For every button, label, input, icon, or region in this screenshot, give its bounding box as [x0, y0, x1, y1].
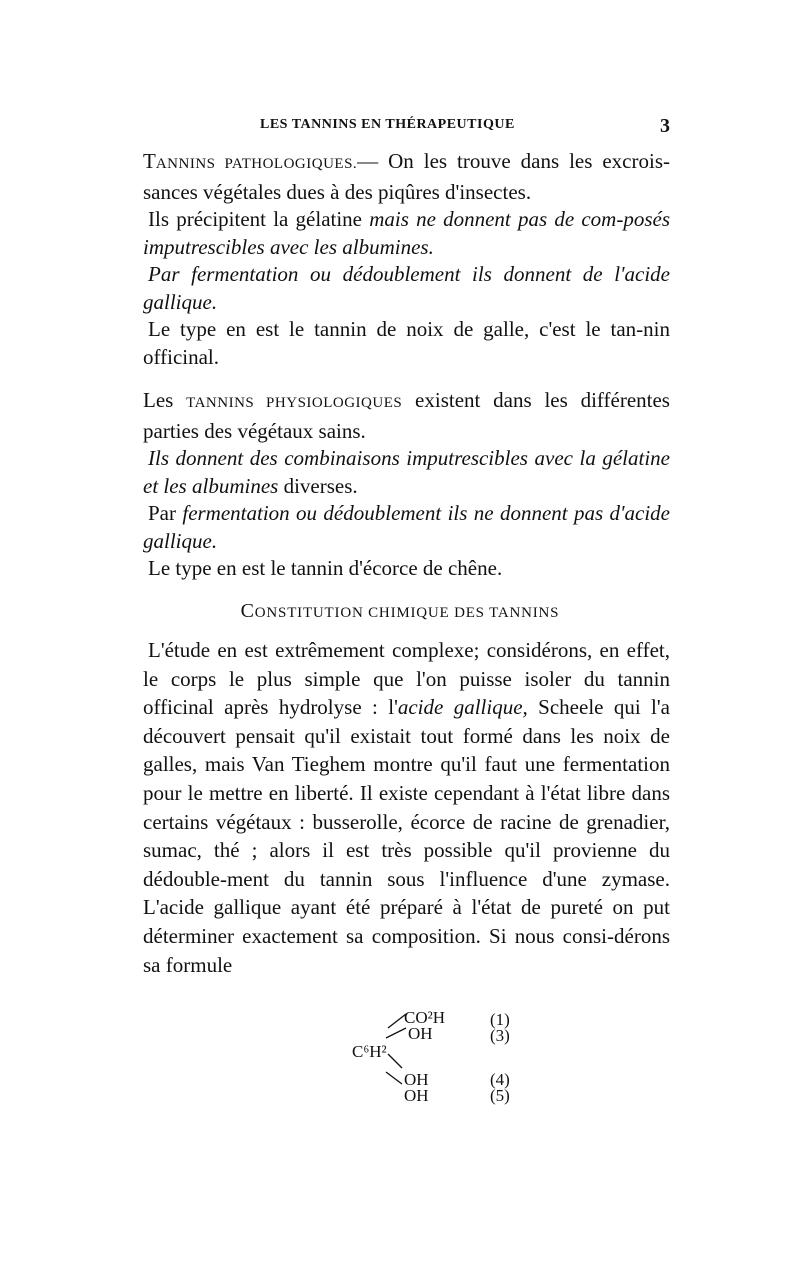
formula-group-4: OH — [404, 1086, 429, 1105]
pathologiques-paragraph-1: TANNINS PATHOLOGIQUES.— On les trouve dans les excrois- sances végétales dues à des piqûres d'insectes. — [143, 149, 671, 204]
pathologiques-paragraph-2: Ils précipitent la gélatine mais ne donnent pas de com-posés imputrescibles avec les albumines. — [143, 207, 670, 259]
formula-position-5: (5) — [490, 1086, 510, 1105]
formula-position-3: (3) — [490, 1026, 510, 1045]
physiologiques-paragraph-1: Les TANNINS PHYSIOLOGIQUES existent dans les différentes parties des végétaux sains. — [143, 388, 670, 443]
physiologiques-section — [143, 387, 670, 583]
physiologiques-term: TANNINS PHYSIOLOGIQUES — [186, 395, 403, 411]
pathologiques-paragraph-3: Par fermentation ou dédoublement ils donnent de l'acide gallique. — [143, 262, 670, 314]
physiologiques-paragraph-4: Le type en est le tannin d'écorce de chêne. — [148, 556, 503, 580]
formula-group-1: CO²H — [404, 1008, 445, 1027]
pathologiques-section — [143, 148, 670, 371]
constitution-section — [143, 636, 670, 979]
pathologiques-term: ANNINS PATHOLOGIQUES. — [155, 156, 358, 172]
formula-position-1: (1) — [490, 1010, 510, 1029]
formula-core: C⁶H² — [352, 1042, 387, 1061]
page-number: 3 — [660, 115, 670, 137]
physiologiques-paragraph-3: Par fermentation ou dédoublement ils ne donnent pas d'acide gallique. — [143, 501, 670, 553]
gallic-acid-formula — [350, 1008, 550, 1108]
formula-position-4: (4) — [490, 1070, 510, 1089]
running-header — [140, 115, 670, 137]
physiologiques-paragraph-2: Ils donnent des combinaisons imputrescibles avec la gélatine et les albumines diverses. — [143, 446, 670, 498]
constitution-paragraph: L'étude en est extrêmement complexe; considérons, en effet, le corps le plus simple que l'on puisse isoler du tannin officinal après hydrolyse : l'acide gallique, Scheele qui l'a découvert pensait qu'il existait tout formé dans les noix de galles, mais Van Tieghem montre qu'il faut une fermentation pour le mettre en liberté. Il existe cependant à l'état libre dans certains végétaux : busserolle, écorce de racine de grenadier, sumac, thé ; alors il est très possible qu'il provienne du dédouble-ment du tannin sous l'influence d'une zymase. L'acide gallique ayant été préparé à l'état de pureté on put déterminer exactement sa composition. Si nous consi-dérons sa formule — [143, 638, 670, 977]
formula-group-2: OH — [408, 1024, 433, 1043]
section-heading: CONSTITUTION CHIMIQUE DES TANNINS — [240, 600, 560, 622]
running-title: LES TANNINS EN THÉRAPEUTIQUE — [260, 117, 515, 132]
formula-group-3: OH — [404, 1070, 429, 1089]
pathologiques-paragraph-4: Le type en est le tannin de noix de galle, c'est le tan-nin officinal. — [143, 317, 670, 369]
